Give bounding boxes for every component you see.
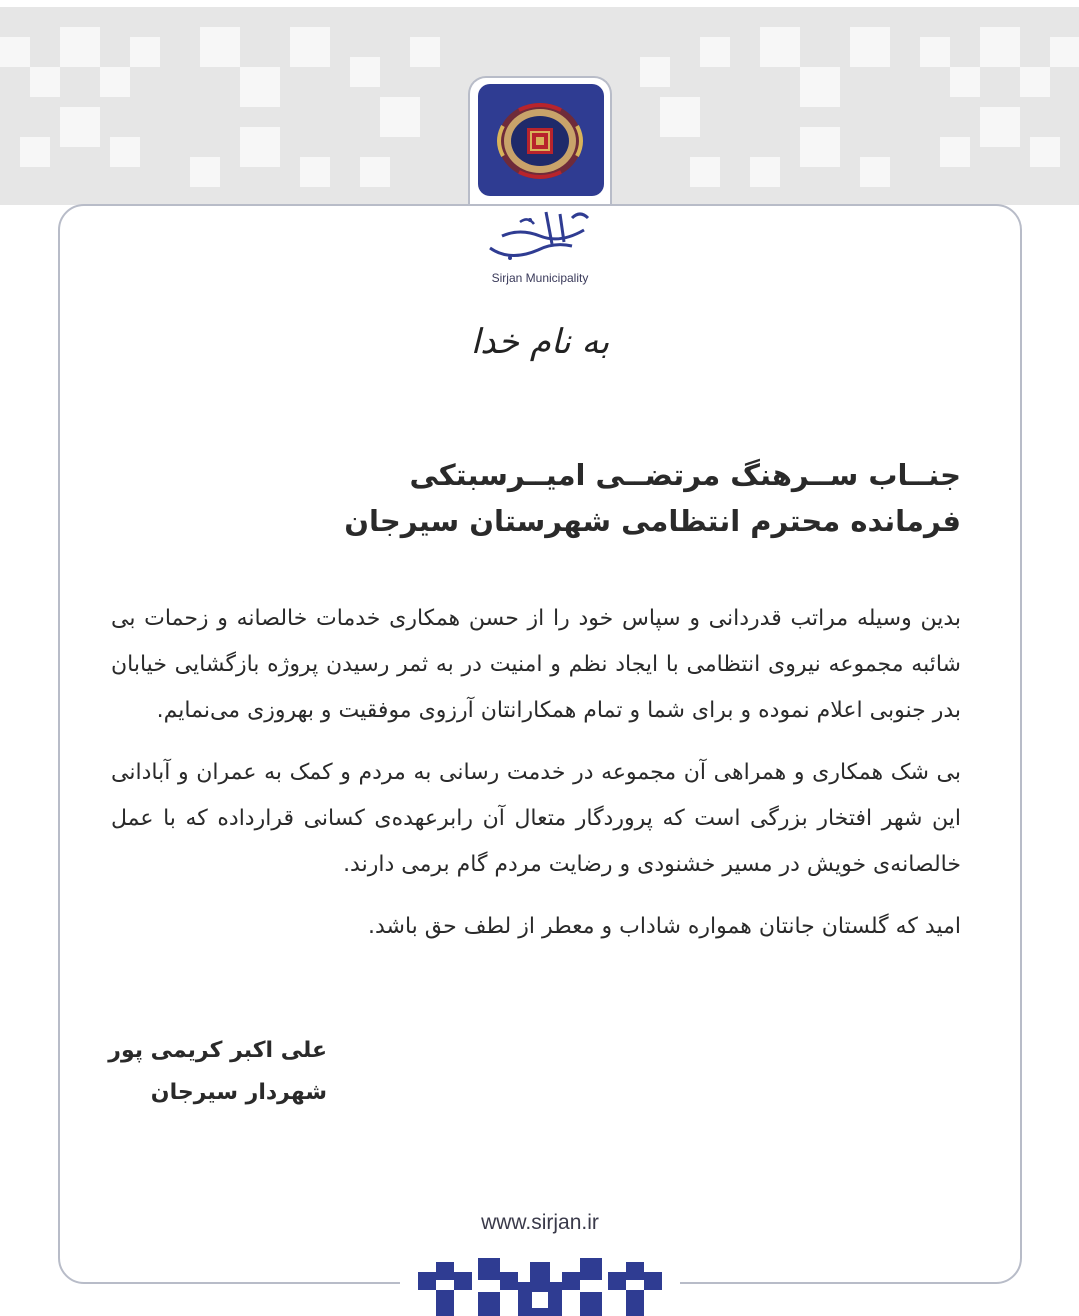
footer-pattern-icon [418, 1252, 662, 1316]
addressee-title: فرمانده محترم انتظامی شهرستان سیرجان [344, 504, 961, 538]
calligraphy-wordmark-icon [480, 200, 600, 270]
body-paragraph: بی شک همکاری و همراهی آن مجموعه در خدمت رسانی به مردم و کمک به عمران و آبادانی این شهر افتخار بزرگی است که پروردگار متعال آن رابرعهده‌ی کسانی قرارداده که با عمل خالصانه‌ی خویش در مسیر خشنودی و رضایت مردم گام برمی دارند. [111, 760, 961, 877]
body-paragraph: امید که گلستان جانتان همواره شاداب و معطر از لطف حق باشد. [367, 914, 961, 939]
website-link[interactable]: www.sirjan.ir [481, 1211, 599, 1234]
addressee-name: جنــاب ســرهنگ مرتضــی امیــرسبتکی [409, 458, 961, 492]
brand-name-english: Sirjan Municipality [491, 271, 589, 285]
invocation-heading: به نام خدا [470, 322, 610, 362]
municipality-emblem-icon [489, 96, 591, 186]
signer-name: علی اکبر کریمی پور [108, 1038, 327, 1063]
letter-body [111, 596, 961, 966]
top-strip [0, 0, 1079, 7]
signature-block [7, 1030, 327, 1114]
signer-title: شهردار سیرجان [150, 1080, 327, 1105]
body-paragraph: بدین وسیله مراتب قدردانی و سپاس خود را از حسن همکاری خدمات خالصانه و زحمات بی شائبه مجموعه نیروی انتظامی با ایجاد نظم و امنیت در به ثمر رسیدن پروژه بازگشایی خیابان بدر جنوبی اعلام نموده و برای شما و تمام همکارانتان آرزوی موفقیت و بهروزی می‌نمایم. [111, 606, 961, 723]
addressee-block [141, 452, 961, 544]
